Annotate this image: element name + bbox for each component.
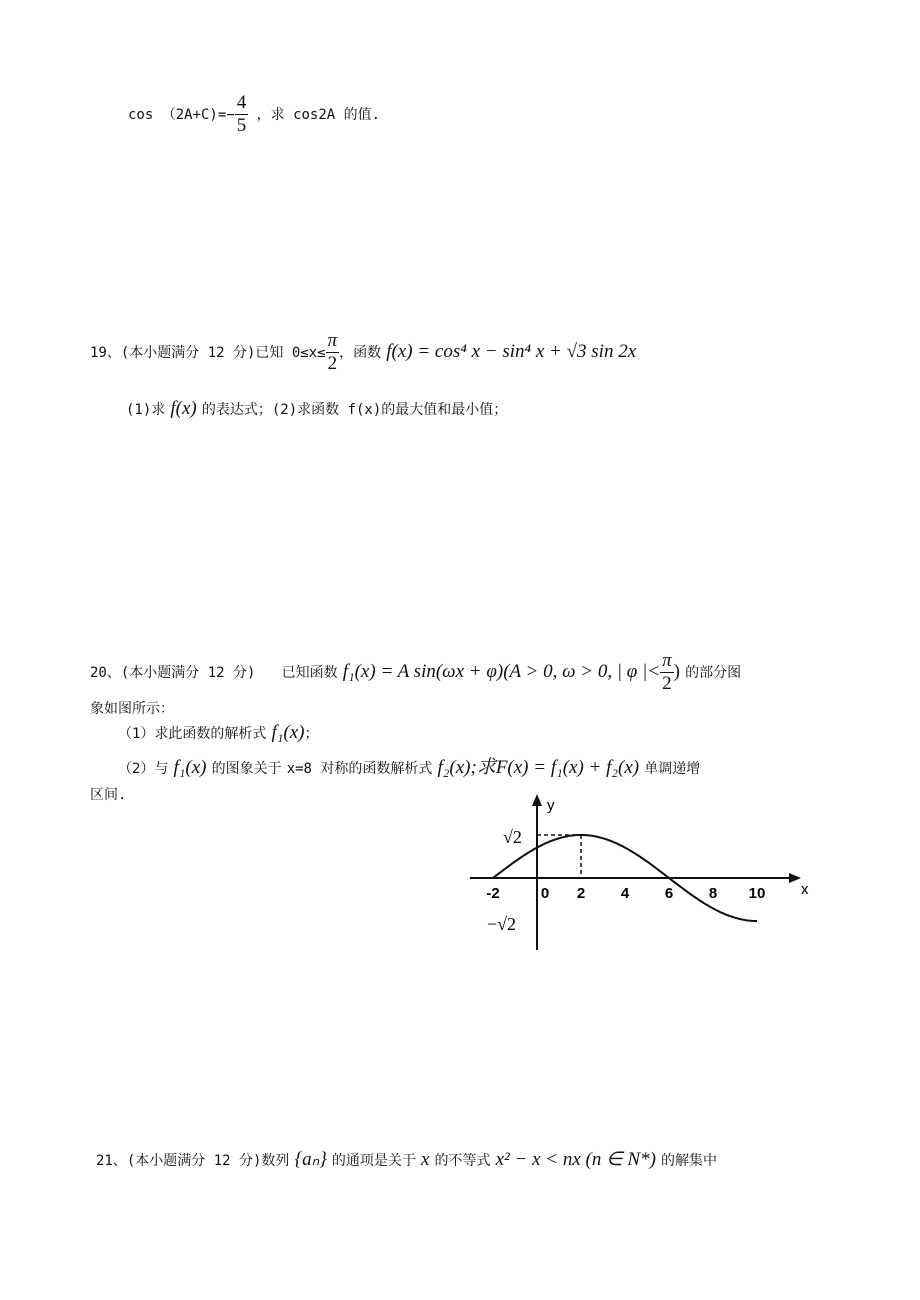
q21-line [96,1148,717,1171]
q18-rhs: ，求 cos2A 的值. [248,107,381,123]
q19-prefix: 19、(本小题满分 12 分)已知 0≤x≤ [90,345,326,361]
q21-prefix: 21、(本小题满分 12 分)数列 [96,1153,290,1169]
q20-frac-den: 2 [662,673,672,694]
q20-prefix: 20、(本小题满分 12 分) [90,665,256,681]
q18-frac-den: 5 [236,115,247,136]
q19-frac-num: π [327,330,338,351]
q19-frac-den: 2 [327,353,338,374]
q21-seq: {aₙ} [294,1149,327,1170]
q20-part1 [118,722,319,744]
q20-part2-formula: f₂(x);求F(x) = f₁(x) + f₂(x) [437,757,640,778]
q18-line [128,92,380,137]
x-tick-labels [486,885,765,902]
q20-part2-fx: f₁(x) [173,757,207,778]
q20-part1-fx: f₁(x) [271,722,305,743]
q18-frac-num: 4 [236,92,247,113]
x-tick-label: 0 [540,885,550,902]
x-axis-label: x [801,881,809,898]
y-tick-labels [487,827,522,934]
q19-part1 [126,398,507,420]
q20-part2-d: 单调递增 [644,761,701,777]
x-tick-label: 8 [708,885,718,902]
q20-part1-a: （1）求此函数的解析式 [118,726,267,742]
q19-part1-fx: f(x) [170,398,197,419]
y-tick-neg: −√2 [487,914,517,934]
q20-fraction [660,650,674,695]
q21-mid: 的通项是关于 [331,1153,416,1169]
q18-lhs: cos （2A+C)=− [128,107,235,123]
x-tick-label: 6 [664,885,674,902]
q18-fraction [235,92,249,137]
y-axis-label: y [547,797,555,814]
q20-intro: 已知函数 [281,665,338,681]
q21-suffix: 的解集中 [661,1153,717,1169]
q21-mid2: 的不等式 [434,1153,491,1169]
q20-part2-e: 区间. [90,787,127,803]
q20-part2-b: 的图象关于 [211,761,282,777]
q20-formula: f₁(x) = A sin(ωx + φ)(A > 0, ω > 0, | φ |< [342,661,661,682]
x-tick-label: -2 [486,885,500,902]
q20-line1 [90,650,741,695]
y-tick-pos: √2 [503,827,522,847]
q19-part1-b: 的表达式；(2)求函数 f(x)的最大值和最小值； [201,402,508,418]
q19-part1-a: (1)求 [126,402,166,418]
q20-frac-num: π [662,650,672,671]
q19-formula: f(x) = cos⁴ x − sin⁴ x + √3 sin 2x [386,341,637,362]
x-axis-arrow [789,873,801,883]
q20-part2-c: x=8 对称的函数解析式 [286,761,433,777]
q20-part2 [118,752,700,779]
q21-ineq: x² − x < nx (n ∈ N*) [495,1149,656,1170]
q19-line [90,330,636,375]
x-tick-label: 2 [576,885,586,902]
sine-graph [465,790,825,960]
q20-part1-b: ； [304,726,319,742]
q21-x: x [421,1149,430,1170]
q19-fraction [326,330,340,375]
x-tick-label: 10 [748,885,766,902]
q20-formula-end: ) [673,661,680,682]
q20-suffix: 的部分图 [685,665,742,681]
q20-part2-a: （2）与 [118,761,169,777]
q19-mid: ，函数 [339,345,382,361]
x-tick-label: 4 [620,885,630,902]
q20-line2: 象如图所示： [90,701,174,717]
y-axis-arrow [532,794,542,806]
